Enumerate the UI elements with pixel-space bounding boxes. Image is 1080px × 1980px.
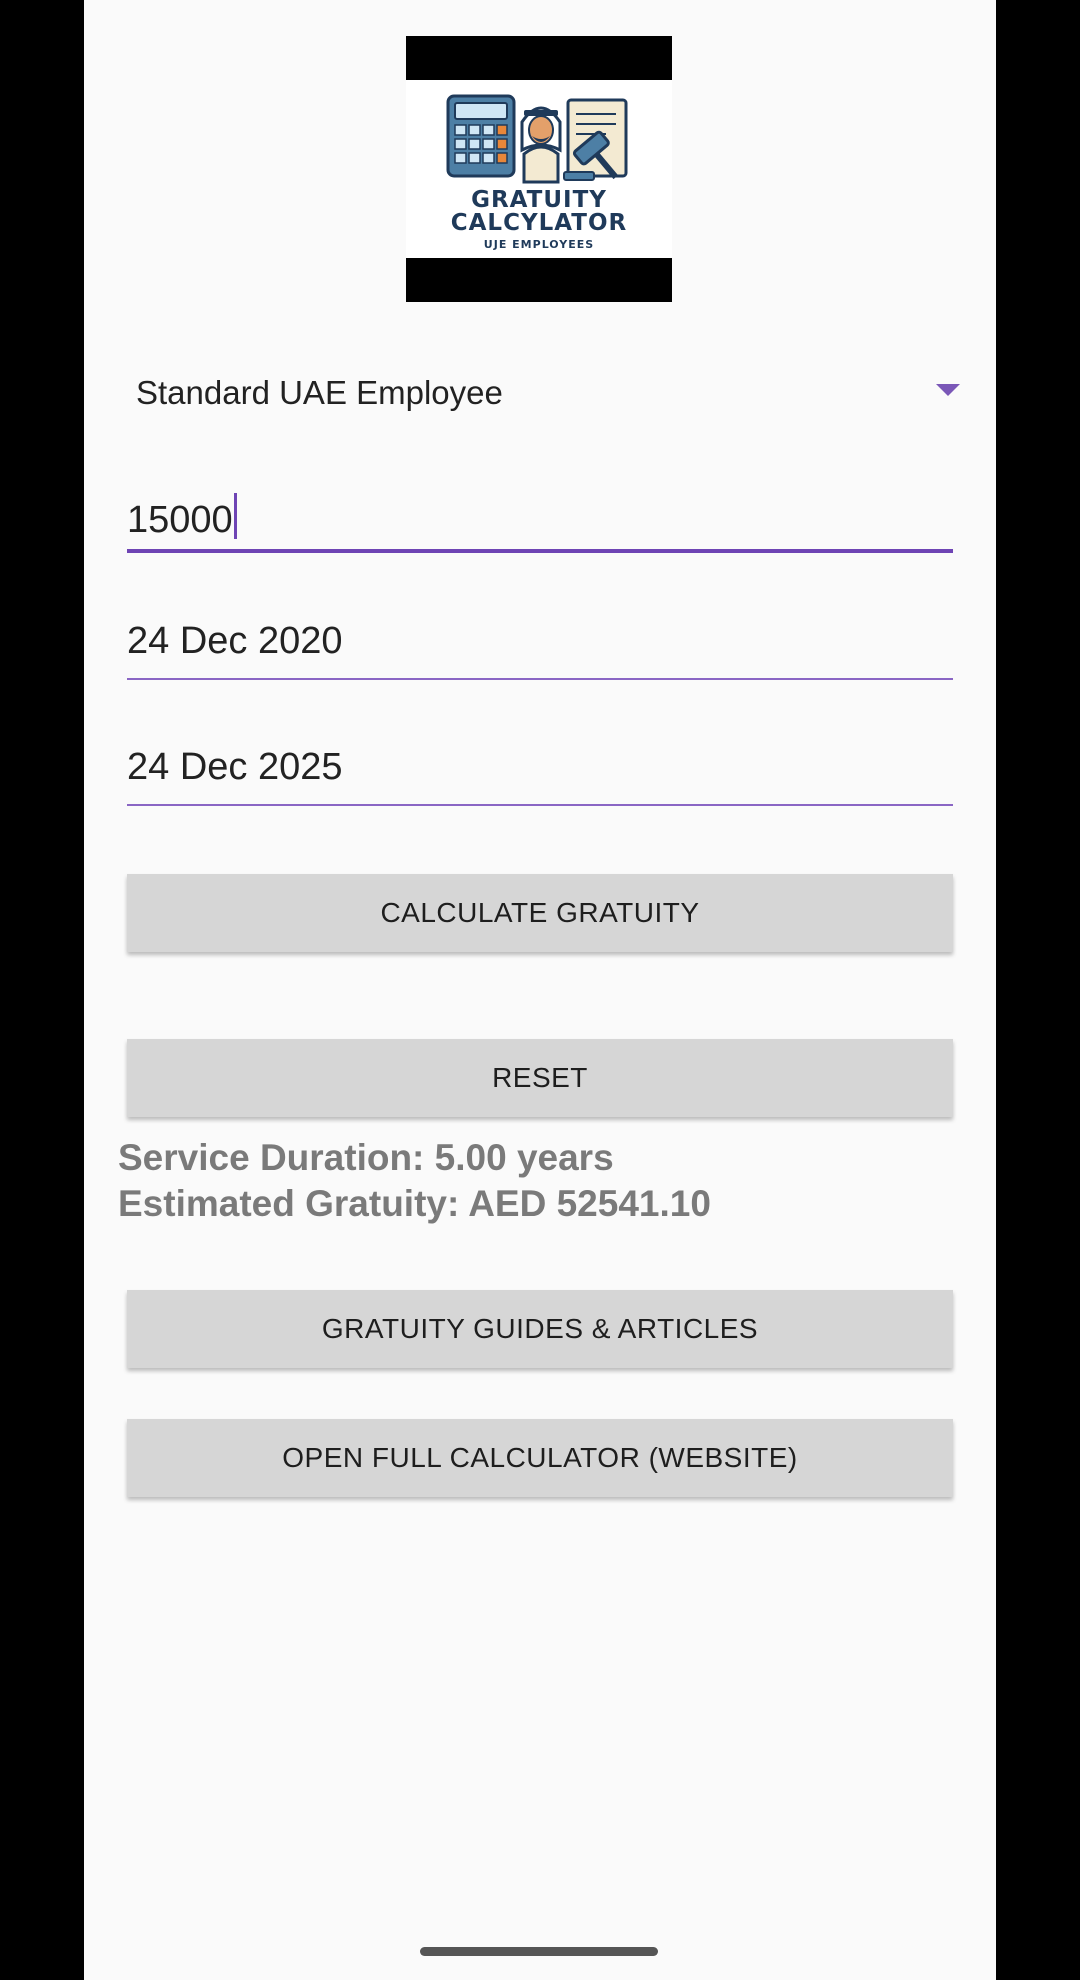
logo-bottom-bar bbox=[406, 258, 672, 302]
end-date-underline bbox=[127, 804, 953, 806]
logo-subtitle: UJE EMPLOYEES bbox=[483, 238, 595, 251]
app-logo bbox=[406, 36, 672, 302]
salary-input-underline bbox=[127, 549, 953, 553]
home-indicator[interactable] bbox=[420, 1947, 658, 1956]
gratuity-guides-button[interactable]: GRATUITY GUIDES & ARTICLES bbox=[127, 1290, 953, 1368]
open-website-button[interactable]: OPEN FULL CALCULATOR (WEBSITE) bbox=[127, 1419, 953, 1497]
dropdown-arrow-icon bbox=[936, 384, 960, 396]
start-date-value: 24 Dec 2020 bbox=[127, 620, 343, 662]
text-cursor bbox=[234, 493, 237, 539]
app-screen bbox=[84, 0, 996, 1980]
salary-input[interactable] bbox=[127, 483, 953, 553]
logo-title-line1: GRATUITY bbox=[471, 187, 607, 213]
end-date-value: 24 Dec 2025 bbox=[127, 746, 343, 788]
service-duration-text: Service Duration: 5.00 years bbox=[118, 1137, 614, 1178]
start-date-field[interactable] bbox=[127, 610, 953, 680]
calculator-employee-gavel-icon bbox=[446, 92, 636, 184]
salary-input-value: 15000 bbox=[127, 499, 233, 541]
start-date-underline bbox=[127, 678, 953, 680]
logo-top-bar bbox=[406, 36, 672, 80]
employee-type-dropdown[interactable] bbox=[136, 362, 960, 426]
employee-type-selected: Standard UAE Employee bbox=[136, 374, 503, 411]
end-date-field[interactable] bbox=[127, 736, 953, 806]
estimated-gratuity-text: Estimated Gratuity: AED 52541.10 bbox=[118, 1183, 711, 1224]
calculate-gratuity-button[interactable]: CALCULATE GRATUITY bbox=[127, 874, 953, 952]
reset-button[interactable]: RESET bbox=[127, 1039, 953, 1117]
logo-title-line2: CALCYLATOR bbox=[450, 210, 628, 236]
